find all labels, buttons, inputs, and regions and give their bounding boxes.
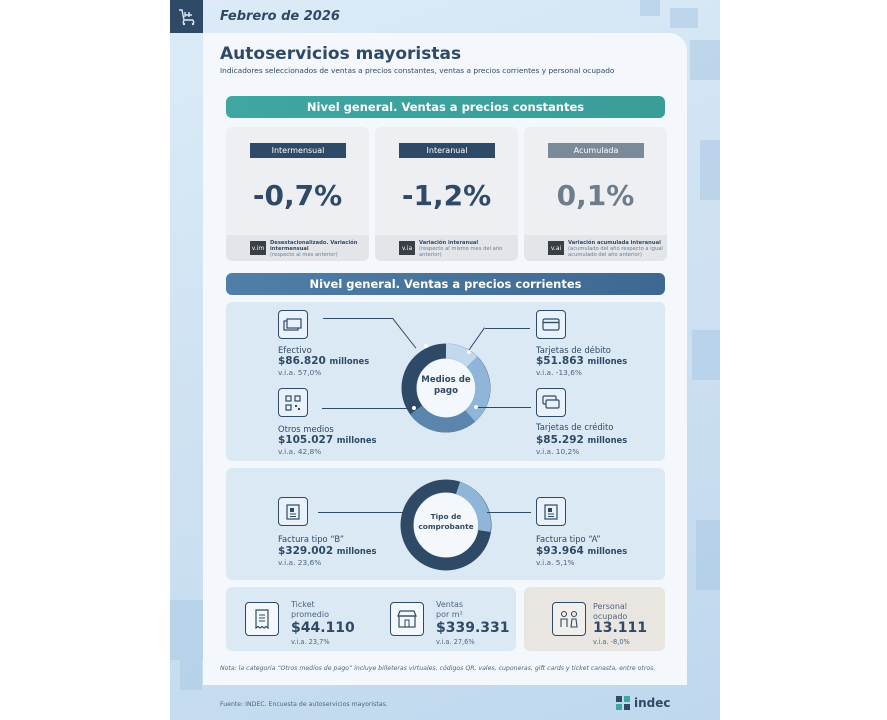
ticket-via: v.i.a. 23,7% [291,638,330,646]
factura-a-label: Factura tipo “A” [536,534,601,544]
kpi-value: -0,7% [252,179,343,212]
efectivo-label: Efectivo [278,345,312,355]
efectivo-via: v.i.a. 57,0% [278,368,322,377]
otros-label: Otros medios [278,424,334,434]
pixel-decoration [692,330,720,380]
factura-b-label: Factura tipo “B” [278,534,345,544]
kpi-badge: v.ia [399,241,415,255]
connector-dot [467,350,471,354]
ventas-m2-via: v.i.a. 27,6% [436,638,475,646]
kpi-note: Desestacionalizado. Variación intermensual (respecto al mes anterior) [270,240,358,258]
debito-amount: $51.863 millones [536,355,628,367]
footnote: Nota: la categoría “Otros medios de pago” incluye billeteras virtuales, códigos QR, vales, cuponeras, gift cards y ticket canasta, entre otros. [220,665,656,672]
top-bar [170,0,720,33]
connector-line [318,512,404,513]
people-icon [552,602,586,636]
personal-value: 13.111 [593,620,648,636]
kpi-card-acumulada [524,127,667,261]
indec-logo-icon [616,696,630,710]
kpi-note: Variación acumulada interanual (acumulado del año respecto a igual acumulado del año anterior) [568,240,663,258]
cart-icon [170,0,203,33]
factura-a-via: v.i.a. 5,1% [536,558,575,567]
credit-card-icon [536,388,566,417]
kpi-badge: v.ai [548,241,564,255]
kpi-value: 0,1% [556,179,635,212]
debito-via: v.i.a. -13,6% [536,368,582,377]
store-icon [390,602,424,636]
factura-b-amount: $329.002 millones [278,545,377,557]
kpi-tag: Interanual [399,143,495,158]
cash-icon [278,310,308,339]
section-constant-title: Nivel general. Ventas a precios constantes [226,96,665,118]
kpi-card-interanual [375,127,518,261]
factura-a-amount: $93.964 millones [536,545,628,557]
report-date: Febrero de 2026 [220,9,340,24]
section-current-title: Nivel general. Ventas a precios corrientes [226,273,665,295]
ticket-label: Ticket promedio [291,600,329,619]
payment-donut-label: Medios de pago [421,375,471,396]
debit-card-icon [536,310,566,339]
credito-label: Tarjetas de crédito [536,422,614,432]
kpi-tag: Intermensual [250,143,346,158]
indec-logo-text: indec [634,696,671,710]
personal-via: v.i.a. -8,0% [593,638,630,646]
kpi-badge: v.im [250,241,266,255]
pixel-decoration [170,600,204,660]
connector-line [476,407,531,408]
pixel-decoration [180,660,202,690]
otros-via: v.i.a. 42,8% [278,447,322,456]
connector-dot [412,406,416,410]
kpi-tag: Acumulada [548,143,644,158]
qr-icon [278,388,308,417]
connector-line [323,318,393,319]
ticket-value: $44.110 [291,620,355,636]
page-title: Autoservicios mayoristas [220,44,462,64]
ventas-m2-value: $339.331 [436,620,510,636]
pixel-decoration [700,140,720,200]
indec-logo [616,696,671,710]
connector-line [487,512,531,513]
personal-label: Personal ocupado [593,602,628,621]
credito-via: v.i.a. 10,2% [536,447,580,456]
page-subtitle: Indicadores seleccionados de ventas a precios constantes, ventas a precios corrientes y personal ocupado [220,66,615,75]
connector-dot [474,405,478,409]
factura-b-via: v.i.a. 23,6% [278,558,322,567]
otros-amount: $105.027 millones [278,434,377,446]
debito-label: Tarjetas de débito [536,345,611,355]
connector-line [322,408,414,409]
invoice-a-icon [536,497,566,526]
efectivo-amount: $86.820 millones [278,355,370,367]
receipt-icon [245,602,279,636]
pixel-decoration [696,520,720,590]
kpi-note: Variación interanual (respecto al mismo mes del año anterior) [419,240,503,258]
pixel-decoration [690,40,720,80]
kpi-value: -1,2% [401,179,492,212]
credito-amount: $85.292 millones [536,434,628,446]
invoice-b-icon [278,497,308,526]
kpi-card-intermensual [226,127,369,261]
invoice-donut-label: Tipo de comprobante [418,512,474,531]
connector-line [485,328,530,329]
ventas-m2-label: Ventas por m² [436,600,464,619]
source-text: Fuente: INDEC. Encuesta de autoservicios mayoristas. [220,701,388,708]
connector-dot [424,344,428,348]
